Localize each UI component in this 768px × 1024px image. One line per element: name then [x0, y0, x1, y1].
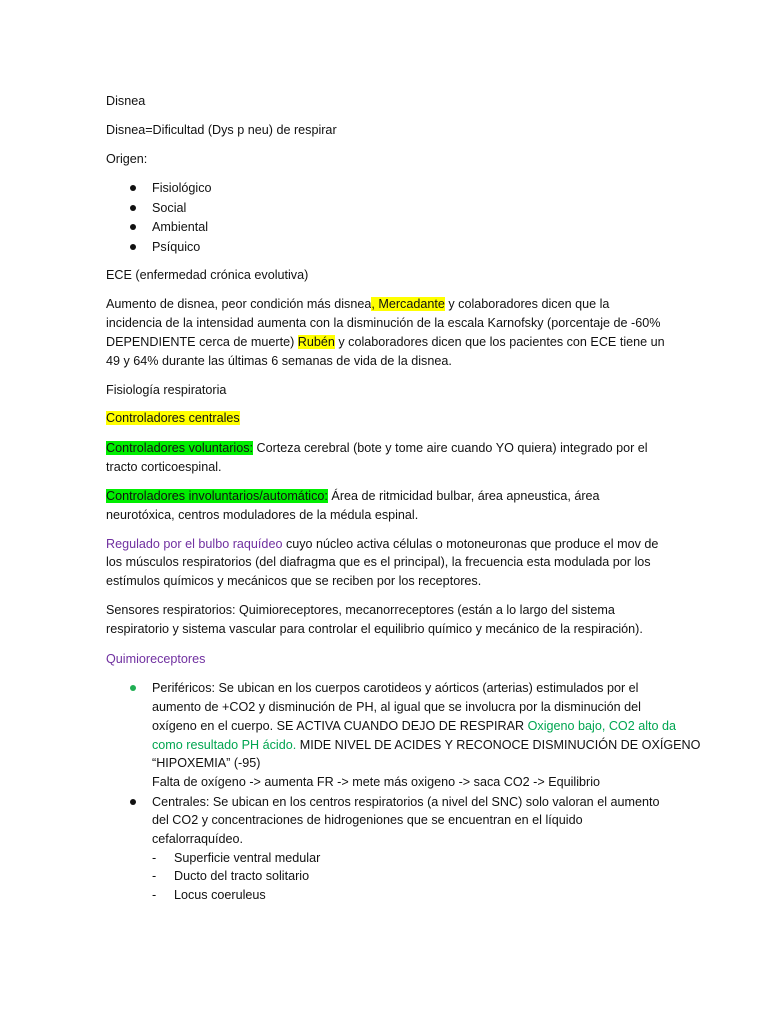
text-run: oxígeno en el cuerpo. SE ACTIVA CUANDO DEJO DE RESPIRAR: [152, 719, 528, 733]
bullet-icon: [130, 205, 136, 211]
text-run: MIDE NIVEL DE ACIDES Y RECONOCE DISMINUCIÓN DE OXÍGENO: [296, 738, 701, 752]
paragraph-line: [106, 439, 648, 457]
bullet-icon: [130, 224, 136, 230]
highlight-involuntarios: Controladores involuntarios/automático:: [106, 489, 328, 503]
dash-marker: -: [152, 888, 157, 902]
paragraph-line: [106, 333, 665, 351]
definition: Disnea=Dificultad (Dys p neu) de respirar: [106, 123, 337, 137]
list-item: Social: [152, 201, 187, 215]
highlight-ruben: Rubén: [297, 335, 335, 349]
paragraph-line: 49 y 64% durante las últimas 6 semanas de vida de la disnea.: [106, 354, 452, 368]
bullet-icon: [130, 244, 136, 250]
list-item: Psíquico: [152, 240, 201, 254]
paragraph-line: los músculos respiratorios (del diafragma que es el principal), la frecuencia esta modulada por los: [106, 555, 651, 569]
paragraph-line: del CO2 y concentraciones de hidrogeniones que se encuentran en el líquido: [152, 813, 583, 827]
text-run: y colaboradores dicen que la: [444, 297, 610, 311]
paragraph-line: Centrales: Se ubican en los centros respiratorios (a nivel del SNC) solo valoran el aumento: [152, 795, 660, 809]
paragraph-line: Falta de oxígeno -> aumenta FR -> mete más oxigeno -> saca CO2 -> Equilibrio: [152, 775, 601, 789]
text-run: Área de ritmicidad bulbar, área apneustica, área: [327, 489, 600, 503]
paragraph-line: [152, 736, 700, 754]
list-item: Superficie ventral medular: [174, 851, 321, 865]
heading-quimioreceptores: Quimioreceptores: [106, 652, 206, 666]
origen-label: Origen:: [106, 152, 148, 166]
paragraph-line: neurotóxica, centros moduladores de la médula espinal.: [106, 508, 419, 522]
text-run: Aumento de disnea, peor condición más disnea: [106, 297, 372, 311]
purple-text: Regulado por el bulbo raquídeo: [106, 537, 283, 551]
text-run: cuyo núcleo activa células o motoneuronas que produce el mov de: [282, 537, 659, 551]
list-item: Ducto del tracto solitario: [174, 869, 310, 883]
paragraph-line: respiratorio y sistema vascular para controlar el equilibrio químico y mecánico de la respiración).: [106, 622, 643, 636]
green-text: como resultado PH ácido.: [152, 738, 297, 752]
text-run: DEPENDIENTE cerca de muerte): [106, 335, 298, 349]
bullet-icon: [130, 185, 136, 191]
list-item: Ambiental: [152, 220, 209, 234]
dash-marker: -: [152, 869, 157, 883]
paragraph-line: Sensores respiratorios: Quimioreceptores, mecanorreceptores (están a lo largo del sistema: [106, 603, 615, 617]
doc-title: Disnea: [106, 94, 146, 108]
bullet-icon: [130, 685, 136, 691]
paragraph-line: [152, 717, 676, 735]
paragraph-line: estímulos químicos y mecánicos que se reciben por los receptores.: [106, 574, 482, 588]
bullet-icon: [130, 799, 136, 805]
highlight-voluntarios: Controladores voluntarios:: [106, 441, 254, 455]
list-item: Fisiológico: [152, 181, 212, 195]
paragraph-line: [106, 295, 609, 313]
section-fisiologia: Fisiología respiratoria: [106, 383, 227, 397]
paragraph-line: [106, 535, 658, 553]
ece-line: ECE (enfermedad crónica evolutiva): [106, 268, 309, 282]
green-text: Oxigeno bajo, CO2 alto da: [527, 719, 677, 733]
paragraph-line: incidencia de la intensidad aumenta con la disminución de la escala Karnofsky (porcentaje de -60%: [106, 316, 661, 330]
highlight-text: Controladores centrales: [106, 411, 240, 425]
highlight-mercadante: , Mercadante: [371, 297, 445, 311]
dash-marker: -: [152, 851, 157, 865]
paragraph-line: [106, 487, 600, 505]
paragraph-line: “HIPOXEMIA” (-95): [152, 756, 261, 770]
paragraph-line: aumento de +CO2 y disminución de PH, al igual que se involucra por la disminución del: [152, 700, 641, 714]
list-item: Locus coeruleus: [174, 888, 266, 902]
paragraph-line: Periféricos: Se ubican en los cuerpos carotideos y aórticos (arterias) estimulados por el: [152, 681, 639, 695]
text-run: Corteza cerebral (bote y tome aire cuando YO quiera) integrado por el: [253, 441, 648, 455]
paragraph-line: tracto corticoespinal.: [106, 460, 222, 474]
paragraph-line: cefalorraquídeo.: [152, 832, 244, 846]
heading-controladores-centrales: [106, 409, 240, 427]
text-run: y colaboradores dicen que los pacientes con ECE tiene un: [334, 335, 665, 349]
